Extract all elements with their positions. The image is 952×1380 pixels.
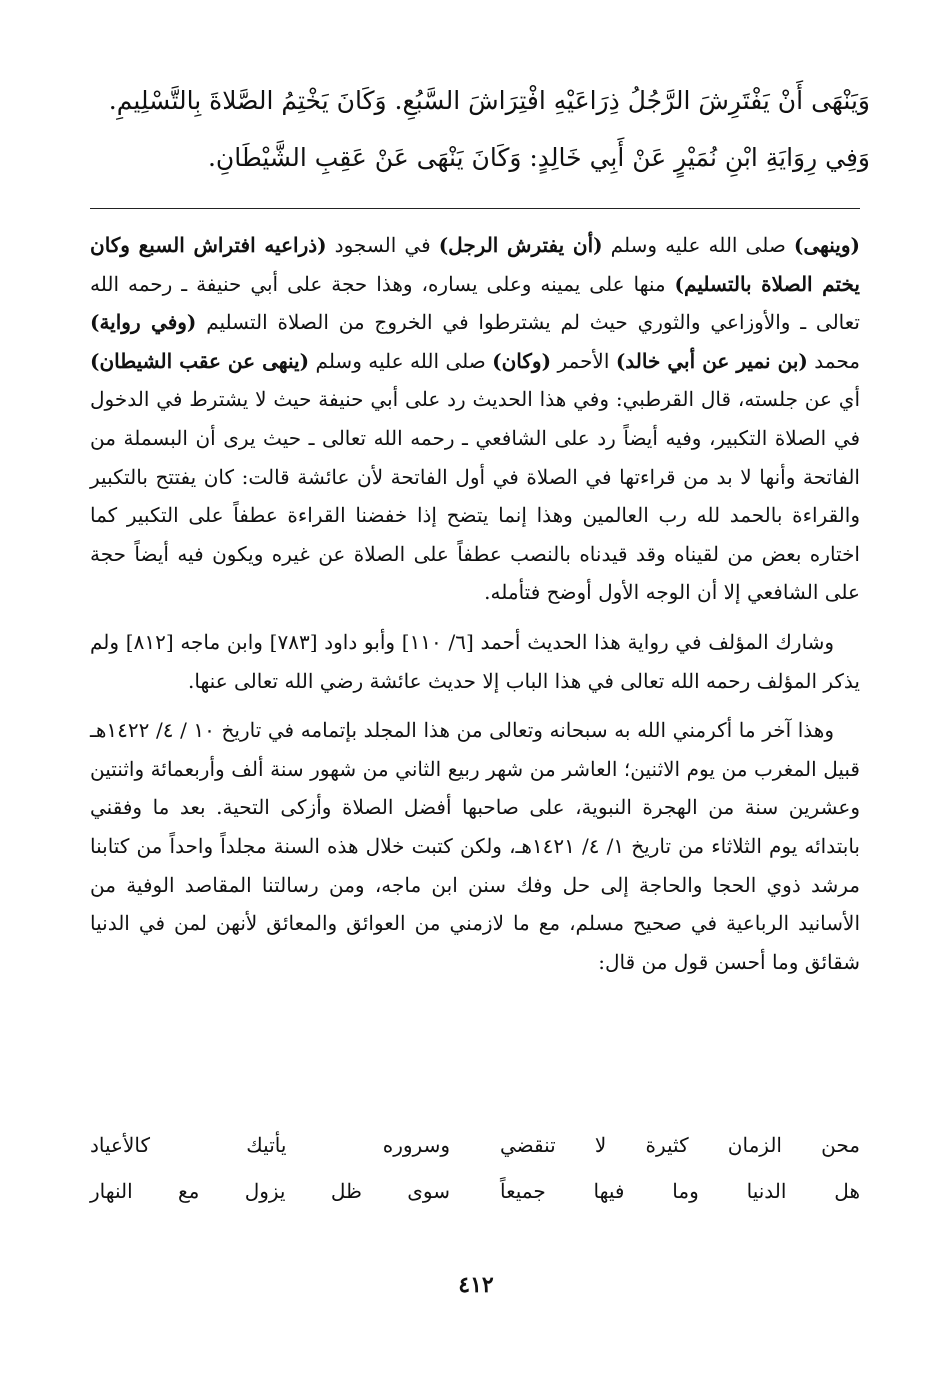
poem-verse-2 bbox=[90, 1168, 860, 1214]
commentary-segment: صلى الله عليه وسلم bbox=[309, 348, 493, 373]
quoted-phrase: (وينهى) bbox=[793, 233, 860, 257]
commentary-segment: محمد bbox=[807, 348, 860, 373]
commentary-segment: صلى الله عليه وسلم bbox=[602, 233, 794, 257]
commentary-paragraph-3: وهذا آخر ما أكرمني الله به سبحانه وتعالى من هذا المجلد بإتمامه في تاريخ ١٠ / ٤/ ١٤٢٢هـ قبيل المغرب من يوم الاثنين؛ العاشر من شهر ربيع الثاني من شهور سنة ألف وأربعمائة واثنتين وعشرين سنة من الهجرة النبوية، على صاحبها أفضل الصلاة وأزكى التحية. بعد ما وفقني بابتدائه يوم الثلاثاء من تاريخ ١/ ٤/ ١٤٢١هـ، ولكن كتبت خلال هذه السنة مجلداً واحداً من كتابنا مرشد ذوي الحجا والحاجة إلى حل وفك سنن ابن ماجه، ومن رسالتنا المقاصد الوفية من الأسانيد الرباعية في صحيح مسلم، مع ما لازمني من العوائق والمعائق لأنهن لمن في الدنيا شقائق وما أحسن قول من قال: bbox=[90, 718, 860, 974]
commentary-text bbox=[90, 226, 860, 992]
commentary-segment: منها على يمينه وعلى يساره، وهذا حجة على أبي حنيفة ـ رحمه الله تعالى ـ والأوزاعي والثوري حيث لم يشترطوا في الخروج من الصلاة التسليم bbox=[90, 271, 860, 335]
verse-first-hemistich: محن الزمان كثيرة لا تنقضي bbox=[500, 1133, 860, 1157]
poem bbox=[90, 1122, 860, 1214]
footnote-divider bbox=[90, 208, 860, 209]
commentary-segment: الأحمر bbox=[551, 348, 616, 373]
hadith-text bbox=[80, 72, 870, 186]
commentary-segment: في السجود bbox=[326, 233, 439, 257]
page-number: ٤١٢ bbox=[458, 1272, 494, 1298]
quoted-phrase: (وفي رواية) bbox=[90, 310, 197, 335]
quoted-phrase: (أن يفترش الرجل) bbox=[438, 233, 603, 257]
hadith-line-2: وَفِي رِوَايَةِ ابْنِ نُمَيْرٍ عَنْ أَبِي خَالِدٍ: وَكَانَ يَنْهَى عَنْ عَقِبِ الشَّيْطَانِ. bbox=[207, 143, 870, 172]
verse-first-hemistich: هل الدنيا وما فيها جميعاً bbox=[500, 1179, 860, 1203]
commentary-paragraph-1 bbox=[90, 226, 860, 612]
commentary-segment: أي عن جلسته، قال القرطبي: وفي هذا الحديث رد على أبي حنيفة حيث لا يشترط في الدخول في الصلاة التكبير، وفيه أيضاً رد على الشافعي ـ رحمه الله تعالى ـ حيث يرى أن البسملة من الفاتحة وأنها لا بد من قراءتها في الصلاة في أول الفاتحة لأن عائشة قالت: كان يفتتح بالتكبير والقراءة بالحمد لله رب العالمين وهذا إنما يتضح إذا خفضنا القراءة عطفاً على التكبير كما اختاره بعض من لقيناه وقد قيدناه بالنصب عطفاً على الصلاة عن غيره ويكون فيه أيضاً حجة على الشافعي إلا أن الوجه الأول أوضح فتأمله. bbox=[90, 387, 860, 605]
quoted-phrase: (ذراعيه افتراش السبع وكان يختم الصلاة بالتسليم) bbox=[90, 233, 860, 296]
quoted-phrase: (ينهى عن عقب الشيطان) bbox=[90, 348, 310, 373]
poem-verse-1 bbox=[90, 1122, 860, 1168]
quoted-phrase: (بن نمير عن أبي خالد) bbox=[615, 348, 808, 373]
commentary-paragraph-2: وشارك المؤلف في رواية هذا الحديث أحمد [٦/ ١١٠] وأبو داود [٧٨٣] وابن ماجه [٨١٢] ولم يذكر المؤلف رحمه الله تعالى في هذا الباب إلا حديث عائشة رضي الله تعالى عنها. bbox=[90, 629, 860, 693]
verse-second-hemistich: وسروره يأتيك كالأعياد bbox=[90, 1133, 450, 1157]
quoted-phrase: (وكان) bbox=[492, 348, 552, 373]
hadith-line-1: وَيَنْهَى أَنْ يَفْتَرِشَ الرَّجُلُ ذِرَاعَيْهِ افْتِرَاشَ السَّبُعِ. وَكَانَ يَخْتِمُ الصَّلاةَ بِالتَّسْلِيمِ. bbox=[108, 86, 870, 115]
verse-second-hemistich: سوى ظل يزول مع النهار bbox=[90, 1179, 450, 1203]
